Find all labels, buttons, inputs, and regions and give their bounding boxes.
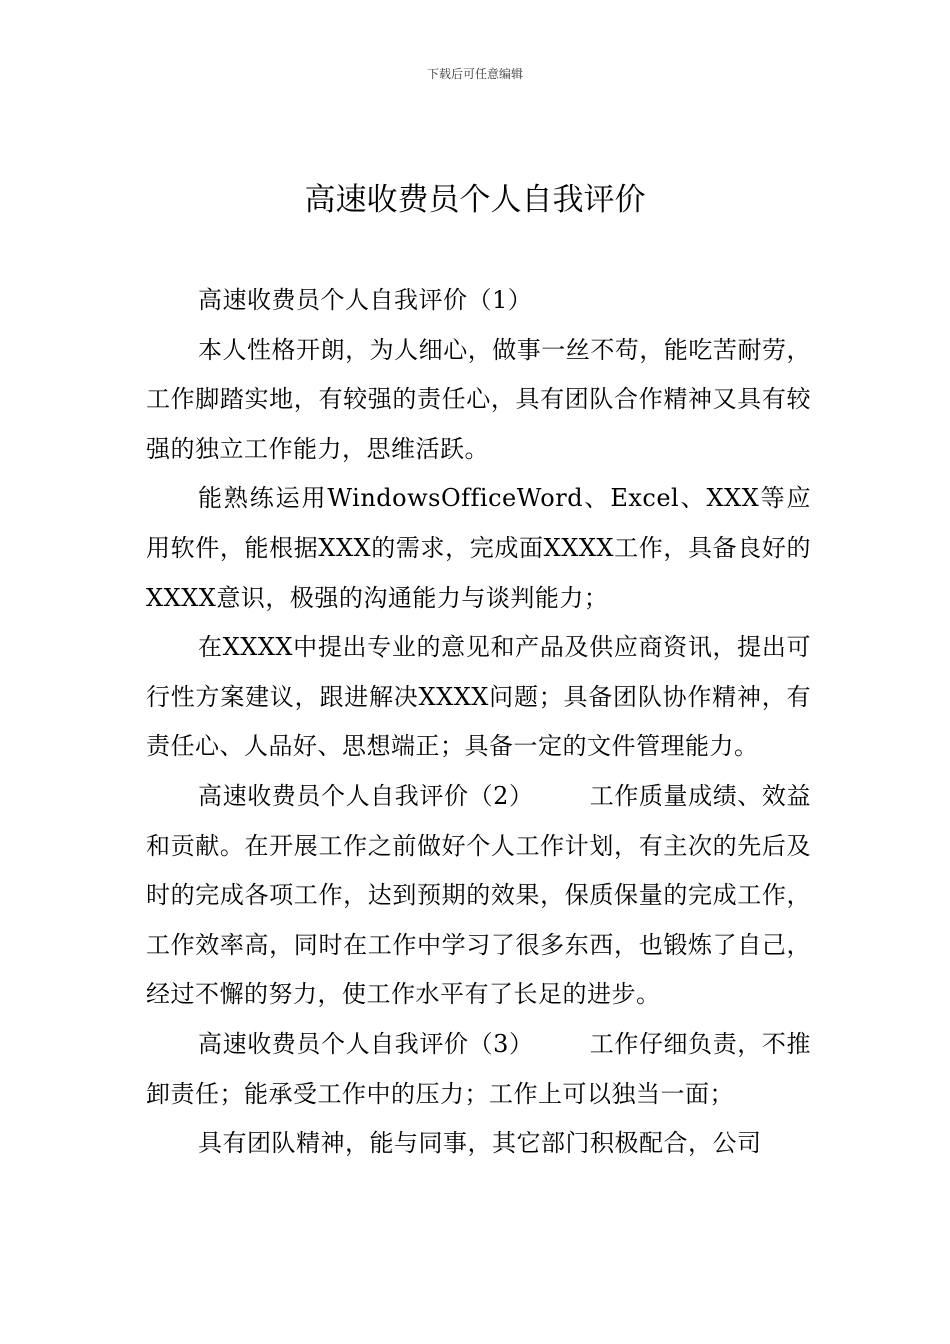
paragraph-section-2 xyxy=(146,772,811,1020)
section-heading-2: 高速收费员个人自我评价（2） xyxy=(198,781,534,810)
paragraph-software-skills: 能熟练运用WindowsOfficeWord、Excel、XXX等应用软件，能根据XXX的需求，完成面XXXX工作，具备良好的XXXX意识，极强的沟通能力与谈判能力； xyxy=(146,484,811,612)
document-title: 高速收费员个人自我评价 xyxy=(304,182,646,218)
section-2-text: 工作质量成绩、效益和贡献。在开展工作之前做好个人工作计划，有主次的先后及时的完成各项工作，达到预期的效果，保质保量的完成工作，工作效率高，同时在工作中学习了很多东西，也锻炼了自己，经过不懈的努力，使工作水平有了长足的进步。 xyxy=(146,781,811,1009)
section-heading-3: 高速收费员个人自我评价（3） xyxy=(198,1029,534,1058)
paragraph-personality: 本人性格开朗，为人细心，做事一丝不苟，能吃苦耐劳，工作脚踏实地，有较强的责任心，具有团队合作精神又具有较强的独立工作能力，思维活跃。 xyxy=(146,335,811,463)
paragraph-section-3 xyxy=(146,1020,811,1119)
document-body xyxy=(146,276,811,1169)
header-note: 下载后可任意编辑 xyxy=(426,67,523,81)
paragraph-team-spirit: 具有团队精神，能与同事，其它部门积极配合，公司 xyxy=(198,1129,762,1158)
section-heading-1: 高速收费员个人自我评价（1） xyxy=(198,286,533,314)
section-3-text: 工作仔细负责，不推卸责任；能承受工作中的压力；工作上可以独当一面； xyxy=(146,1029,811,1108)
paragraph-professional-advice: 在XXXX中提出专业的意见和产品及供应商资讯，提出可行性方案建议，跟进解决XXXX问题；具备团队协作精神，有责任心、人品好、思想端正；具备一定的文件管理能力。 xyxy=(146,633,811,761)
